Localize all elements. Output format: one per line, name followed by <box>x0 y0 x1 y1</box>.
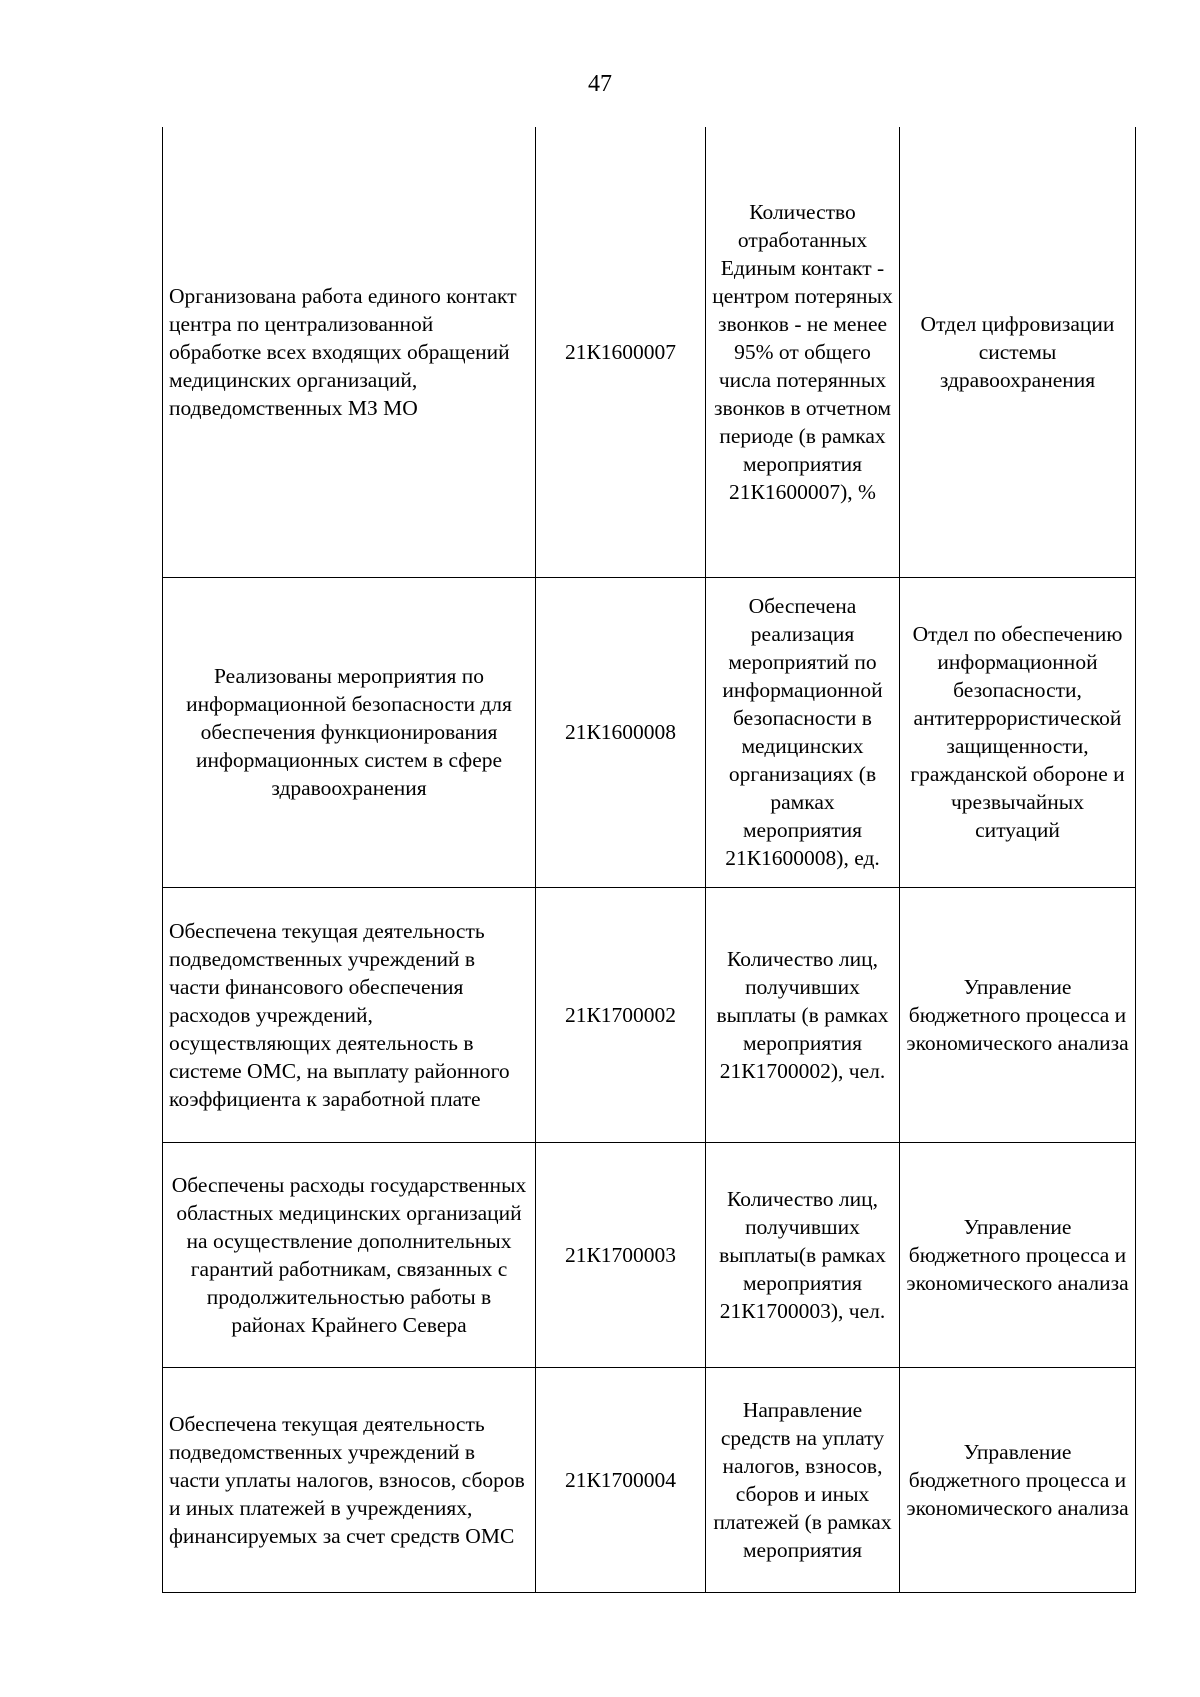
indicator-cell: Количество лиц, получивших выплаты(в рамках мероприятия 21К1700003), чел. <box>706 1142 900 1367</box>
table-row <box>163 127 1136 577</box>
responsible-cell: Управление бюджетного процесса и экономического анализа <box>900 1367 1136 1592</box>
measures-table <box>162 127 1136 1593</box>
page-number: 47 <box>588 71 612 97</box>
responsible-cell: Отдел цифровизации системы здравоохранения <box>900 127 1136 577</box>
responsible-cell: Управление бюджетного процесса и экономического анализа <box>900 1142 1136 1367</box>
table-row <box>163 1142 1136 1367</box>
responsible-cell: Управление бюджетного процесса и экономического анализа <box>900 887 1136 1142</box>
responsible-cell: Отдел по обеспечению информационной безопасности, антитеррористической защищенности, гражданской обороне и чрезвычайных ситуаций <box>900 577 1136 887</box>
code-cell: 21К1700002 <box>536 887 706 1142</box>
result-cell: Реализованы мероприятия по информационной безопасности для обеспечения функционирования информационных систем в сфере здравоохранения <box>163 577 536 887</box>
result-cell: Обеспечена текущая деятельность подведомственных учреждений в части финансового обеспечения расходов учреждений, осуществляющих деятельность в системе ОМС, на выплату районного коэффициента к заработной плате <box>163 887 536 1142</box>
table-row <box>163 1367 1136 1592</box>
result-cell: Обеспечена текущая деятельность подведомственных учреждений в части уплаты налогов, взносов, сборов и иных платежей в учреждениях, финансируемых за счет средств ОМС <box>163 1367 536 1592</box>
indicator-cell: Обеспечена реализация мероприятий по информационной безопасности в медицинских организациях (в рамках мероприятия 21К1600008), ед. <box>706 577 900 887</box>
code-cell: 21К1600008 <box>536 577 706 887</box>
table-row <box>163 577 1136 887</box>
result-cell: Обеспечены расходы государственных областных медицинских организаций на осуществление дополнительных гарантий работникам, связанных с продолжительностью работы в районах Крайнего Севера <box>163 1142 536 1367</box>
indicator-cell: Направление средств на уплату налогов, взносов, сборов и иных платежей (в рамках мероприятия <box>706 1367 900 1592</box>
code-cell: 21К1700003 <box>536 1142 706 1367</box>
indicator-cell: Количество лиц, получивших выплаты (в рамках мероприятия 21К1700002), чел. <box>706 887 900 1142</box>
result-cell: Организована работа единого контакт центра по централизованной обработке всех входящих обращений медицинских организаций, подведомственных МЗ МО <box>163 127 536 577</box>
code-cell: 21К1600007 <box>536 127 706 577</box>
table-row <box>163 887 1136 1142</box>
code-cell: 21К1700004 <box>536 1367 706 1592</box>
indicator-cell: Количество отработанных Единым контакт - центром потеряных звонков - не менее 95% от общего числа потерянных звонков в отчетном периоде (в рамках мероприятия 21К1600007), % <box>706 127 900 577</box>
